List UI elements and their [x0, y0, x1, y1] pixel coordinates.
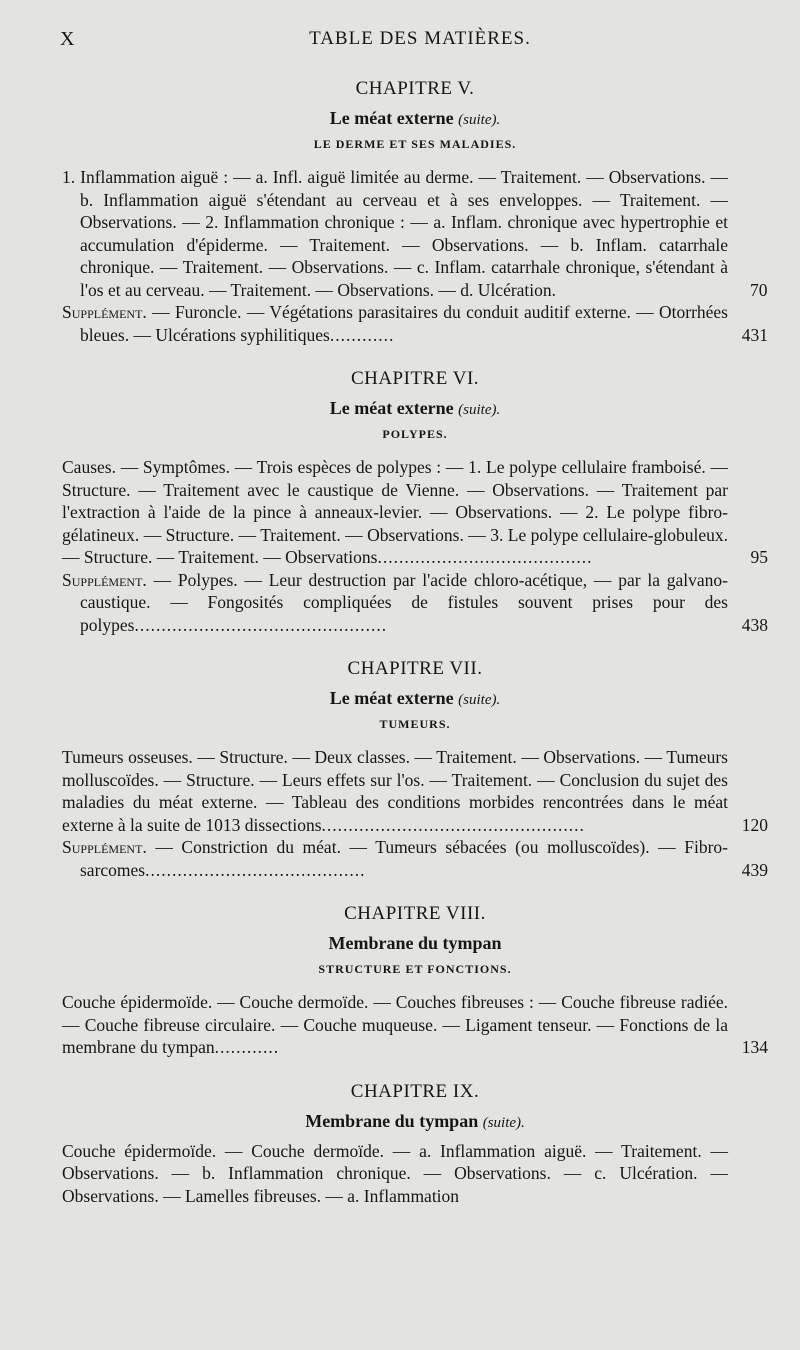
chapter-title: CHAPITRE IX. — [350, 1080, 480, 1102]
subtitle-suite: (suite). — [458, 402, 501, 418]
toc-entry — [62, 456, 768, 569]
leader-dots: ............................................... — [134, 614, 388, 635]
leader-dots: ......................................... — [145, 859, 366, 880]
subtitle-suite: (suite). — [482, 1114, 525, 1131]
chapter-section — [62, 658, 768, 881]
page-ref: 439 — [741, 859, 768, 880]
chapter-topic: STRUCTURE ET FONCTIONS. — [318, 962, 512, 976]
running-header: TABLE DES MATIÈRES. — [309, 28, 531, 49]
entry-text: — Polypes. — Leur destruction par l'acide chloro-acétique, — par la galvano-caustique. — Fongosités compliquées de fistules souvent prises pour des polypes — [80, 569, 728, 635]
chapter-subtitle — [62, 108, 768, 129]
supplement-label: Supplément. — [62, 302, 147, 322]
entry-text: — Constriction du méat. — Tumeurs sébacées (ou molluscoïdes). — Fibro-sarcomes — [80, 837, 728, 880]
toc-entry — [62, 1140, 768, 1208]
chapter-topic: TUMEURS. — [379, 717, 451, 731]
chapter-title: CHAPITRE V. — [355, 78, 475, 99]
subtitle-suite: (suite). — [458, 692, 501, 708]
leader-dots: ........................................ — [377, 547, 593, 567]
chapter-subtitle — [62, 398, 768, 419]
entry-text: 1. Inflammation aiguë : — a. Infl. aiguë limitée au derme. — Traitement. — Observations. — b. Inflammation aiguë s'étendant au cerveau et à ses enveloppes. — Traitement. — Observations. — 2. Inflammation chronique : — a. Inflam. chronique avec hypertrophie et accumulation d'épiderme. — Traitement. — Observations. — b. Inflam. catarrhale chronique. — Traitement. — Observations. — c. Inflam. catarrhale chronique, s'étendant à l'os et au cerveau. — Traitement. — Observations. — d. Ulcération. — [62, 167, 728, 300]
subtitle-text: Le méat externe — [329, 108, 454, 128]
chapter-subtitle — [62, 933, 768, 954]
entry-text: Couche épidermoïde. — Couche dermoïde. — Couches fibreuses : — Couche fibreuse radiée. — Couche fibreuse circulaire. — Couche muqueuse. — Ligament tenseur. — Fonctions de la membrane du tympan — [62, 992, 728, 1057]
entry-text: — Furoncle. — Végétations parasitaires du conduit auditif externe. — Otorrhées bleues. — Ulcérations syphilitiques — [80, 302, 728, 345]
chapter-topic: POLYPES. — [382, 427, 448, 441]
toc-entry — [62, 746, 768, 836]
chapter-section — [62, 78, 768, 346]
chapter-title: CHAPITRE VII. — [347, 658, 483, 679]
toc-entry-supplement — [62, 569, 768, 637]
leader-dots: ............ — [329, 324, 395, 345]
chapter-section — [62, 903, 768, 1059]
toc-entry: 1. Inflammation aiguë : — a. Infl. aiguë limitée au derme. — Traitement. — Observations. — b. Inflammation aiguë s'étendant au cerveau et à ses enveloppes. — Traitement. — Observations. — 2. Inflammation chronique : — a. Inflam. chronique avec hypertrophie et accumulation d'épiderme. — Traitement. — Observations. — b. Inflam. catarrhale chronique. — Traitement. — Observations. — c. Inflam. catarrhale chronique, s'étendant à l'os et au cerveau. — Traitement. — Observations. — d. Ulcération. 70 — [62, 167, 768, 300]
page-ref: 134 — [741, 1037, 768, 1057]
table-of-contents — [62, 78, 768, 1207]
page-ref: 438 — [741, 614, 768, 635]
page-ref: 431 — [741, 324, 768, 345]
page-ref: 95 — [750, 547, 768, 567]
chapter-section — [62, 368, 768, 636]
toc-entry-supplement — [62, 836, 768, 881]
toc-entry — [62, 991, 768, 1059]
entry-text: Couche épidermoïde. — Couche dermoïde. — a. Inflammation aiguë. — Traitement. — Observations. — b. Inflammation chronique. — Observations. — c. Ulcération. — Observations. — Lamelles fibreuses. — a. Inflammation — [62, 1140, 728, 1206]
subtitle-text: Membrane du tympan — [305, 1110, 479, 1131]
leader-dots: ............ — [214, 1037, 280, 1057]
page-number-roman: X — [60, 28, 75, 50]
subtitle-suite: (suite). — [458, 112, 501, 128]
entry-text: Tumeurs osseuses. — Structure. — Deux classes. — Traitement. — Observations. — Tumeurs molluscoïdes. — Structure. — Leurs effets sur l'os. — Traitement. — Conclusion du sujet des maladies du méat externe. — Tableau des conditions morbides rencontrées dans le méat externe à la suite de 1013 dissections — [62, 747, 728, 835]
chapter-section — [62, 1081, 768, 1208]
subtitle-text: Le méat externe — [329, 688, 454, 708]
subtitle-text: Le méat externe — [329, 398, 454, 418]
page-ref: 120 — [741, 814, 768, 835]
toc-entry-supplement — [62, 301, 768, 346]
chapter-subtitle — [62, 688, 768, 709]
chapter-subtitle — [62, 1111, 768, 1132]
supplement-label: Supplément. — [62, 837, 147, 857]
chapter-topic: LE DERME ET SES MALADIES. — [313, 137, 517, 151]
supplement-label: Supplément. — [62, 569, 147, 590]
chapter-title: CHAPITRE VIII. — [344, 903, 486, 924]
chapter-title: CHAPITRE VI. — [350, 368, 480, 389]
entry-text: Causes. — Symptômes. — Trois espèces de polypes : — 1. Le polype cellulaire framboisé. — Structure. — Traitement avec le caustique de Vienne. — Observations. — Traitement par l'extraction à l'aide de la pince à anneaux-levier. — Observations. — 2. Le polype fibro-gélatineux. — Structure. — Traitement. — Observations. — 3. Le polype cellulaire-globuleux. — Structure. — Traitement. — Observations — [62, 457, 728, 567]
subtitle-text: Membrane du tympan — [328, 933, 502, 953]
leader-dots: ................................................. — [321, 814, 585, 835]
